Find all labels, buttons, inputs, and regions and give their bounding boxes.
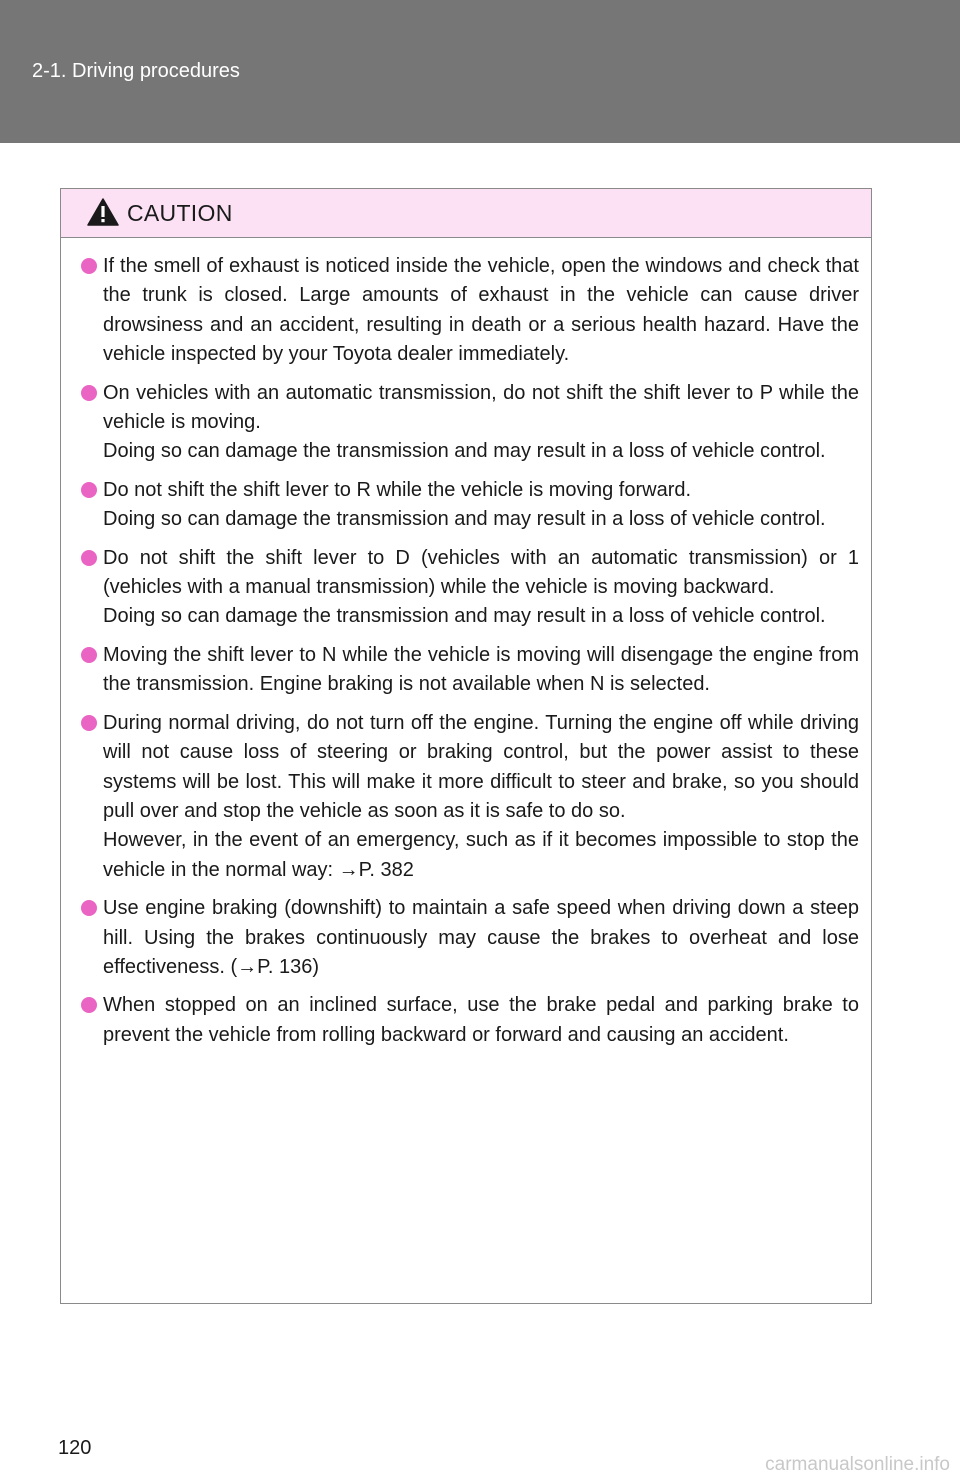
caution-text: Use engine braking (downshift) to maintain a safe speed when driving down a steep hill. Using the brakes continuously may cause the brakes to overheat and lose effectiveness. (→P. 136)	[103, 897, 859, 978]
caution-list	[61, 238, 871, 1050]
caution-text: Doing so can damage the transmission and may result in a loss of vehicle control.	[103, 605, 826, 628]
caution-text: Doing so can damage the transmission and may result in a loss of vehicle control.	[103, 440, 826, 463]
caution-box	[60, 188, 872, 1304]
caution-text: If the smell of exhaust is noticed inside the vehicle, open the windows and check that the trunk is closed. Large amounts of exhaust in the vehicle can cause driver drowsiness and an accident, resulting in death or a serious health hazard. Have the vehicle inspected by your Toyota dealer immediately.	[103, 255, 859, 366]
caution-text: Doing so can damage the transmission and may result in a loss of vehicle control.	[103, 508, 826, 531]
caution-item	[81, 991, 859, 1050]
page-header	[0, 0, 960, 143]
warning-triangle-icon	[87, 198, 119, 226]
caution-text: Moving the shift lever to N while the vehicle is moving will disengage the engine from the transmission. Engine braking is not available when N is selected.	[103, 643, 859, 696]
caution-item	[81, 476, 859, 535]
bullet-icon	[81, 997, 97, 1013]
bullet-icon	[81, 900, 97, 916]
caution-item	[81, 709, 859, 885]
caution-text: Do not shift the shift lever to D (vehicles with an automatic transmission) or 1 (vehicles with a manual transmission) while the vehicle is moving backward.	[103, 546, 859, 599]
caution-text: During normal driving, do not turn off the engine. Turning the engine off while driving will not cause loss of steering or braking control, but the power assist to these systems will be lost. This will make it more difficult to steer and brake, so you should pull over and stop the vehicle as soon as it is safe to do so.	[103, 711, 859, 822]
caution-header	[61, 189, 871, 238]
watermark-text: carmanualsonline.info	[765, 1454, 950, 1475]
caution-text: However, in the event of an emergency, such as if it becomes impossible to stop the vehicle in the normal way: →P. 382	[103, 829, 859, 881]
caution-item	[81, 544, 859, 632]
section-title: 2-1. Driving procedures	[32, 60, 240, 82]
caution-title: CAUTION	[127, 200, 233, 226]
bullet-icon	[81, 482, 97, 498]
caution-item	[81, 894, 859, 982]
caution-item	[81, 641, 859, 700]
bullet-icon	[81, 550, 97, 566]
bullet-icon	[81, 647, 97, 663]
bullet-icon	[81, 258, 97, 274]
caution-text: When stopped on an inclined surface, use the brake pedal and parking brake to prevent the vehicle from rolling backward or forward and causing an accident.	[103, 994, 859, 1046]
caution-item	[81, 252, 859, 370]
bullet-icon	[81, 715, 97, 731]
caution-item	[81, 379, 859, 467]
bullet-icon	[81, 385, 97, 401]
caution-text: On vehicles with an automatic transmission, do not shift the shift lever to P while the vehicle is moving.	[103, 381, 859, 434]
page-number: 120	[58, 1437, 92, 1459]
caution-text: Do not shift the shift lever to R while the vehicle is moving forward.	[103, 478, 692, 501]
